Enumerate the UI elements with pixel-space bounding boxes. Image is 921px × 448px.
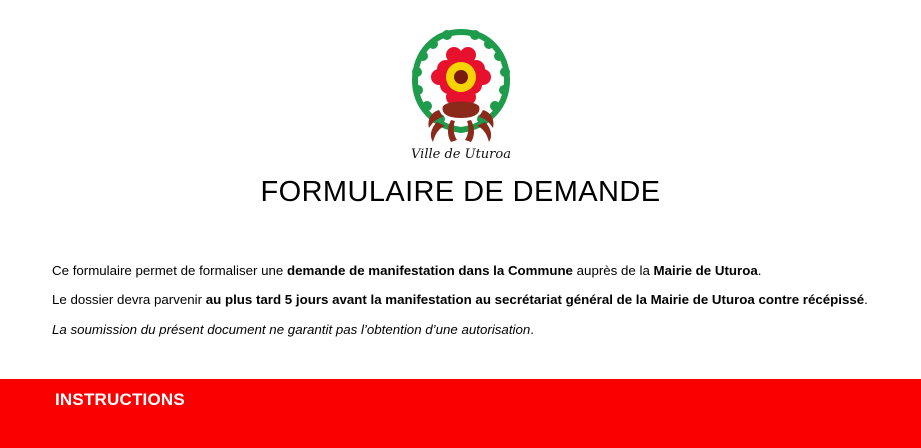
- paragraph-disclaimer: [52, 321, 870, 339]
- run-text-bold: au plus tard 5 jours avant la manifestation au secrétariat général de la Mairie de Uturoa contre récépissé: [205, 291, 865, 307]
- run-text: .: [530, 322, 534, 337]
- logo-container: [0, 22, 921, 162]
- paragraph-deadline: [52, 291, 870, 309]
- run-text: .: [757, 263, 762, 278]
- run-text: auprès de la: [572, 263, 654, 278]
- section-header-label: INSTRUCTIONS: [55, 390, 185, 409]
- run-text-bold: Mairie de Uturoa: [653, 263, 758, 278]
- run-text: Le dossier devra parvenir: [52, 291, 206, 307]
- run-text-bold: demande de manifestation dans la Commune: [287, 263, 573, 278]
- paragraph-purpose: [52, 262, 870, 280]
- run-text: Ce formulaire permet de formaliser une: [52, 263, 288, 278]
- run-text-italic: La soumission du présent document ne garantit pas l’obtention d’une autorisation: [52, 322, 531, 337]
- intro-text-block: [52, 262, 870, 339]
- run-text: .: [864, 291, 868, 307]
- section-header-instructions: [0, 379, 921, 448]
- svg-text:Ville de Uturoa: Ville de Uturoa: [410, 147, 511, 162]
- uturoa-city-crest-icon: [407, 22, 515, 162]
- page-title: FORMULAIRE DE DEMANDE: [260, 176, 661, 208]
